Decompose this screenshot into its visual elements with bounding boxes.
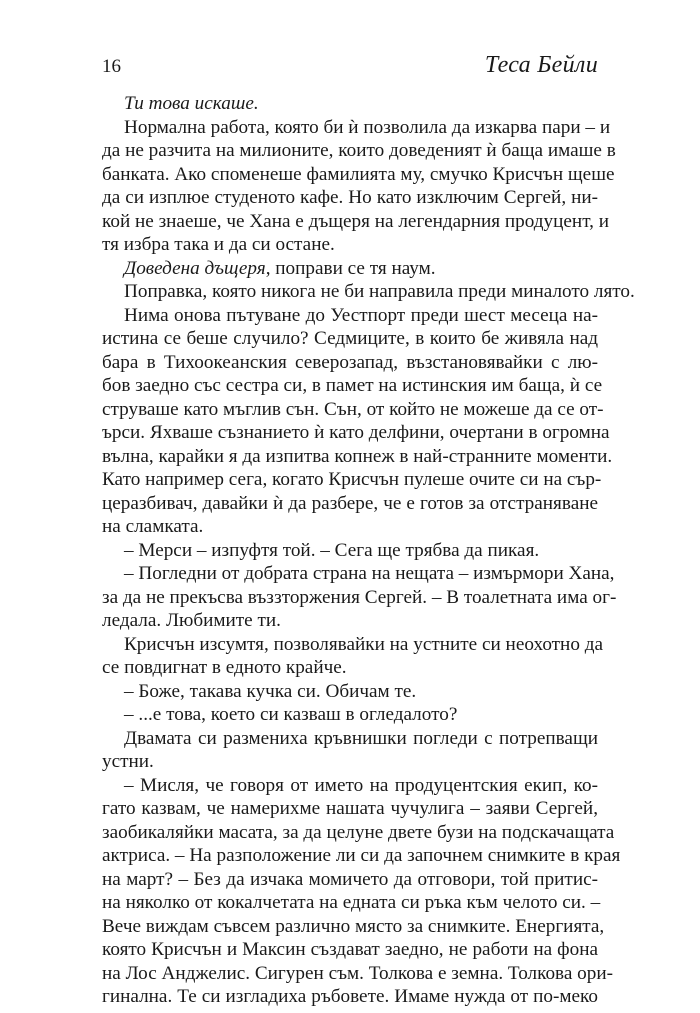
text-run: устни.	[102, 751, 154, 772]
text-line	[102, 515, 598, 539]
page-header	[102, 52, 598, 82]
text-line	[102, 280, 635, 304]
text-line	[102, 445, 613, 469]
text-run: – Боже, такава кучка си. Обичам те.	[124, 680, 417, 702]
text-run: Нима онова пътуване до Уестпорт преди шест месеца на-	[124, 304, 598, 326]
text-run: Вече виждам съвсем различно място за снимките. Енергията,	[102, 915, 605, 937]
text-run: вълна, карайки я да изпитва копнеж в най-странните моменти.	[102, 445, 613, 467]
text-line	[102, 633, 603, 657]
text-run: – Погледни от добрата страна на нещата – измърмори Хана,	[124, 563, 615, 584]
text-line	[102, 703, 598, 727]
text-run: се повдигнат в едното крайче.	[102, 657, 347, 678]
text-line	[102, 985, 598, 1009]
text-run: истина се беше случило? Седмиците, в които бе живяла над	[102, 328, 598, 349]
text-line	[102, 750, 598, 774]
text-line	[102, 586, 617, 610]
text-run: на сламката.	[102, 516, 204, 537]
text-run: , поправи се тя наум.	[265, 257, 436, 279]
text-line	[102, 139, 616, 163]
text-line	[102, 680, 598, 704]
text-run: – ...е това, което си казваш в огледалото?	[124, 704, 458, 725]
text-line	[102, 327, 598, 351]
text-run: кой не знаеше, че Хана е дъщеря на легендарния продуцент, и	[102, 210, 609, 232]
text-run: тя избра така и да си остане.	[102, 234, 335, 255]
text-run: Нормална работа, която би ѝ позволила да изкарва пари – и	[124, 116, 611, 138]
italic-text: Ти това искаше.	[124, 93, 259, 114]
text-line	[102, 962, 614, 986]
text-run: ледала. Любимите ти.	[102, 610, 281, 631]
text-line	[102, 844, 621, 868]
text-line	[102, 116, 611, 140]
text-line	[102, 727, 598, 751]
text-run: на Лос Анджелис. Сигурен съм. Толкова е земна. Толкова ори-	[102, 962, 614, 984]
text-line	[102, 539, 598, 563]
text-line	[102, 233, 598, 257]
text-line	[102, 797, 598, 821]
text-line	[102, 374, 603, 398]
text-run: – Мерси – изпуфтя той. – Сега ще трябва да пикая.	[124, 539, 540, 561]
text-run: Като например сега, когато Крисчън пулеше очите си на сър-	[102, 469, 602, 490]
body-text	[102, 92, 635, 1009]
text-line	[102, 304, 598, 328]
text-line	[102, 492, 598, 516]
text-run: Крисчън изсумтя, позволявайки на устните си неохотно да	[124, 633, 603, 655]
text-line	[102, 351, 598, 375]
text-run: актриса. – На разположение ли си да започнем снимките в края	[102, 845, 621, 866]
text-run: – Мисля, че говоря от името на продуцентския екип, ко-	[124, 774, 598, 796]
text-run: Поправка, която никога не би направила преди миналото лято.	[124, 281, 635, 302]
text-run: да си изплюе студеното кафе. Но като изключим Сергей, ни-	[102, 187, 598, 208]
text-run: която Крисчън и Максин създават заедно, не работи на фона	[102, 939, 598, 960]
text-line	[102, 562, 615, 586]
page-number: 16	[102, 56, 121, 77]
text-run: заобикаляйки масата, за да целуне двете бузи на подскачащата	[102, 821, 615, 843]
text-run: ърси. Яхваше съзнанието ѝ като делфини, очертани в огромна	[102, 422, 610, 443]
text-line	[102, 609, 598, 633]
text-run: на март? – Без да изчака момичето да отговори, той притис-	[102, 868, 598, 890]
text-line	[102, 163, 615, 187]
text-line	[102, 938, 598, 962]
running-title: Теса Бейли	[484, 52, 598, 78]
text-line	[102, 421, 610, 445]
text-line	[102, 915, 605, 939]
text-run: на няколко от кокалчетата на едната си ръка към челото си. –	[102, 892, 601, 913]
text-run: церазбивач, давайки ѝ да разбере, че е готов за отстраняване	[102, 492, 598, 514]
text-line	[102, 398, 604, 422]
text-run: струваше като мъглив сън. Сън, от който не можеше да се от-	[102, 398, 604, 420]
text-run: банката. Ако споменеше фамилията му, смучко Крисчън щеше	[102, 163, 615, 185]
text-line	[102, 92, 598, 116]
text-run: за да не прекъсва въззторжения Сергей. – В тоалетната има ог-	[102, 586, 617, 608]
text-run: гинална. Те си изгладиха ръбовете. Имаме нужда от по-меко	[102, 986, 598, 1007]
text-line	[102, 468, 602, 492]
text-run: да не разчита на милионите, които доведеният ѝ баща имаше в	[102, 140, 616, 161]
text-run: Двамата си размениха кръвнишки погледи с потрепващи	[124, 727, 598, 749]
text-line	[102, 891, 601, 915]
text-run: бов заедно със сестра си, в памет на истинския им баща, ѝ се	[102, 375, 603, 396]
text-line	[102, 821, 615, 845]
text-line	[102, 210, 609, 234]
text-run: гато казвам, че намерихме нашата чучулига – заяви Сергей,	[102, 798, 598, 819]
text-line	[102, 656, 598, 680]
text-line	[102, 868, 598, 892]
text-line	[102, 257, 598, 281]
text-line	[102, 774, 598, 798]
italic-text: Доведена дъщеря	[124, 257, 266, 279]
text-line	[102, 186, 598, 210]
text-run: бара в Тихоокеанския северозапад, възстановявайки с лю-	[102, 351, 598, 373]
